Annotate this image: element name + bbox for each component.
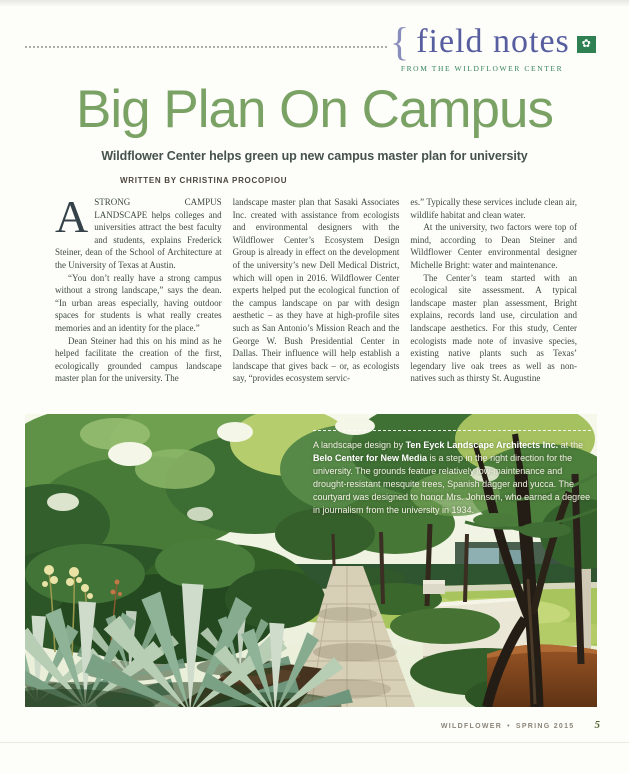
- photo-caption: [313, 430, 591, 517]
- paragraph: Dean Steiner had this on his mind as he helped facilitate the creation of the first, ecologically grounded campus landscape master plan for the university. The: [55, 335, 222, 384]
- paragraph: At the university, two factors were top of mind, according to Dean Steiner and Wildflower Center environmental designer Michelle Bright: water and maintenance.: [410, 222, 577, 270]
- page-number: 5: [594, 719, 600, 731]
- section-tagline: FROM THE WILDFLOWER CENTER: [400, 64, 564, 73]
- paragraph: The Center’s team started with an ecological site assessment. A typical landscape master plan assessment, Bright explains, records land use, circulation and landscape aesthetics. For this study, Center ecologists made note of invasive species, existing native plants such as Texas’ legendary live oak trees as well as non-natives such as thirsty St. Augustine: [410, 272, 577, 384]
- bullet-separator: •: [507, 723, 511, 730]
- wildflower-icon: ✿: [577, 36, 596, 53]
- body-column-1: [55, 196, 222, 418]
- footer-folio: [441, 723, 575, 730]
- paragraph-text: helps colleges and universities attract the best faculty and students, explains Frederick Steiner, dean of the School of Architecture at the University of Texas at Austin.: [55, 209, 222, 270]
- header-dotted-rule: [25, 46, 388, 48]
- paragraph: es.” Typically these services include clean air, wildlife habitat and clean water.: [410, 197, 577, 220]
- brace-glyph: {: [390, 19, 410, 64]
- campus-courtyard-photo: [25, 414, 597, 707]
- caption-text: at the: [558, 440, 584, 450]
- lead-caps: STRONG CAMPUS LANDSCAPE: [94, 197, 222, 220]
- paragraph: landscape master plan that Sasaki Associates Inc. created with assistance from ecologists and environmental designers with the Wildflower Center’s Ecosystem Design Group is already in effect on the development of the university’s new Dell Medical District, which will open in 2016. Wildflower Center experts helped put the ecological function of the campus landscape on par with design aesthetic – as they have at high-profile sites such as San Antonio’s Mission Reach and the George W. Bush Presidential Center in Dallas. Their influence will help establish a landscape that gives back – or, as ecologists say, “provides ecosystem servic-: [232, 197, 400, 384]
- caption-place: Belo Center for New Media: [313, 453, 428, 463]
- section-title: field notes: [416, 23, 570, 60]
- caption-text: A landscape design by: [313, 440, 406, 450]
- caption-credit: Ten Eyck Landscape Architects Inc.: [405, 440, 559, 450]
- magazine-name: WILDFLOWER: [440, 723, 503, 730]
- article-body: [55, 196, 577, 418]
- scan-artifact-line: [0, 742, 629, 743]
- paragraph: “You don’t really have a strong campus without a strong landscape,” says the dean. “In urban areas especially, having outdoor spaces for students is what really creates memories and an identity for the place.”: [55, 272, 222, 333]
- page-footer: [441, 719, 600, 731]
- article-byline: WRITTEN BY CHRISTINA PROCOPIOU: [120, 176, 288, 185]
- caption-text: is a step in the right direction for the university. The grounds feature relatively low-maintenance and drought-resistant mesquite trees, Spanish dagger and yucca. The courtyard was designed to honor Mrs. Johnson, who earned a degree in journalism from the university in 1934.: [313, 453, 591, 515]
- article-title: Big Plan On Campus: [76, 80, 553, 139]
- drop-cap: A: [55, 196, 89, 242]
- section-header: [390, 19, 596, 64]
- paragraph: [55, 196, 222, 272]
- body-column-3: [410, 196, 577, 418]
- article-deck: Wildflower Center helps green up new campus master plan for university: [101, 149, 528, 163]
- issue-name: SPRING 2015: [515, 723, 575, 730]
- body-column-2: [233, 196, 400, 418]
